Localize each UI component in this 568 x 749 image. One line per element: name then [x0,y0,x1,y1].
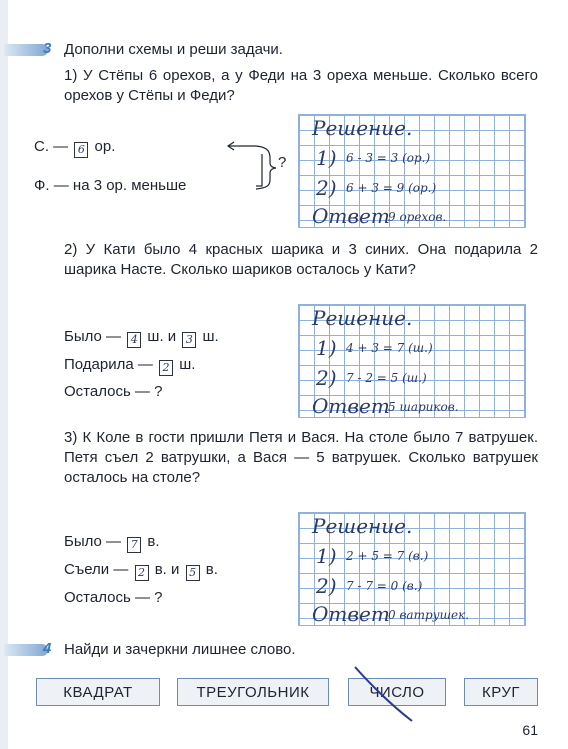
scheme-1-question: ? [278,154,287,171]
task-3-number: 3 [43,40,52,57]
solution-3-answer: 0 ватрушек. [388,608,470,622]
scheme-2-was-box-1[interactable]: 4 [127,332,141,348]
scheme-2-left: Осталось — ? [64,383,163,400]
word-card-number[interactable]: ЧИСЛО [348,678,446,706]
task-4-number: 4 [43,640,52,657]
task-4-heading: Найди и зачеркни лишнее слово. [64,641,296,658]
solution-1-answer-label: Ответ [312,204,390,228]
scheme-3-was-label: Было — [64,533,122,550]
scheme-1-bracket [228,142,276,189]
solution-1-line1: 6 - 3 = 3 (ор.) [346,151,431,165]
scheme-1-s-box[interactable]: 6 [74,142,88,158]
solution-2-line2: 7 - 2 = 5 (ш.) [346,371,427,385]
scheme-3-ate-box-1[interactable]: 2 [135,565,149,581]
scheme-3-was-unit: в. [147,533,160,550]
scheme-3-ate-unit-1: в. и [154,561,180,578]
solution-1-line2: 6 + 3 = 9 (ор.) [346,181,437,195]
scheme-3-ate-label: Съели — [64,561,129,578]
word-card-circle[interactable]: КРУГ [464,678,538,706]
scheme-1-f-label: Ф. — на 3 ор. меньше [34,177,187,194]
scheme-2-was-box-2[interactable]: 3 [182,332,196,348]
solution-3-answer-label: Ответ [312,602,390,626]
task-3-heading: Дополни схемы и реши задачи. [64,41,283,58]
solution-3-line1-num: 1) [316,544,337,568]
word-card-square[interactable]: КВАДРАТ [36,678,160,706]
scheme-2-gave-box[interactable]: 2 [159,360,173,376]
solution-1-title: Решение. [312,116,413,140]
scheme-3-left: Осталось — ? [64,589,163,606]
scheme-2-was-unit-2: ш. [202,328,219,345]
cross-out-line [355,667,412,721]
problem-3-text: 3) К Коле в гости пришли Петя и Вася. На столе было 7 ватрушек. Петя съел 2 ватрушки, а Вася — 5 ватрушек. Сколько ватрушек осталось на столе? [64,429,538,486]
scheme-2-gave-label: Подарила — [64,356,153,373]
scheme-3-ate-unit-2: в. [205,561,218,578]
solution-2-line1-num: 1) [316,336,337,360]
problem-2-text: 2) У Кати было 4 красных шарика и 3 синих. Она подарила 2 шарика Насте. Сколько шариков осталось у Кати? [64,241,538,278]
problem-1-text: 1) У Стёпы 6 орехов, а у Феди на 3 ореха меньше. Сколько всего орехов у Стёпы и Феди? [64,67,538,104]
solution-2-answer: 5 шариков. [388,400,459,414]
solution-1-answer: 9 орехов. [388,210,447,224]
scheme-3-ate-box-2[interactable]: 5 [186,565,200,581]
solution-3-line1: 2 + 5 = 7 (в.) [346,549,429,563]
scheme-1-s-label: С. — [34,138,69,155]
solution-3-line2-num: 2) [316,574,337,598]
scheme-2-was-unit-1: ш. и [147,328,177,345]
scheme-3-was-box[interactable]: 7 [127,537,141,553]
solution-3-line2: 7 - 7 = 0 (в.) [346,579,423,593]
solution-2-title: Решение. [312,306,413,330]
scheme-1-s-unit: ор. [94,138,116,155]
solution-2-answer-label: Ответ [312,394,390,418]
solution-2-line1: 4 + 3 = 7 (ш.) [346,341,433,355]
solution-1-line1-num: 1) [316,146,337,170]
solution-2-line2-num: 2) [316,366,337,390]
scheme-2-was-label: Было — [64,328,122,345]
page-number: 61 [522,722,538,738]
word-card-triangle[interactable]: ТРЕУГОЛЬНИК [177,678,329,706]
scheme-2-gave-unit: ш. [179,356,196,373]
solution-1-line2-num: 2) [316,176,337,200]
solution-3-title: Решение. [312,514,413,538]
